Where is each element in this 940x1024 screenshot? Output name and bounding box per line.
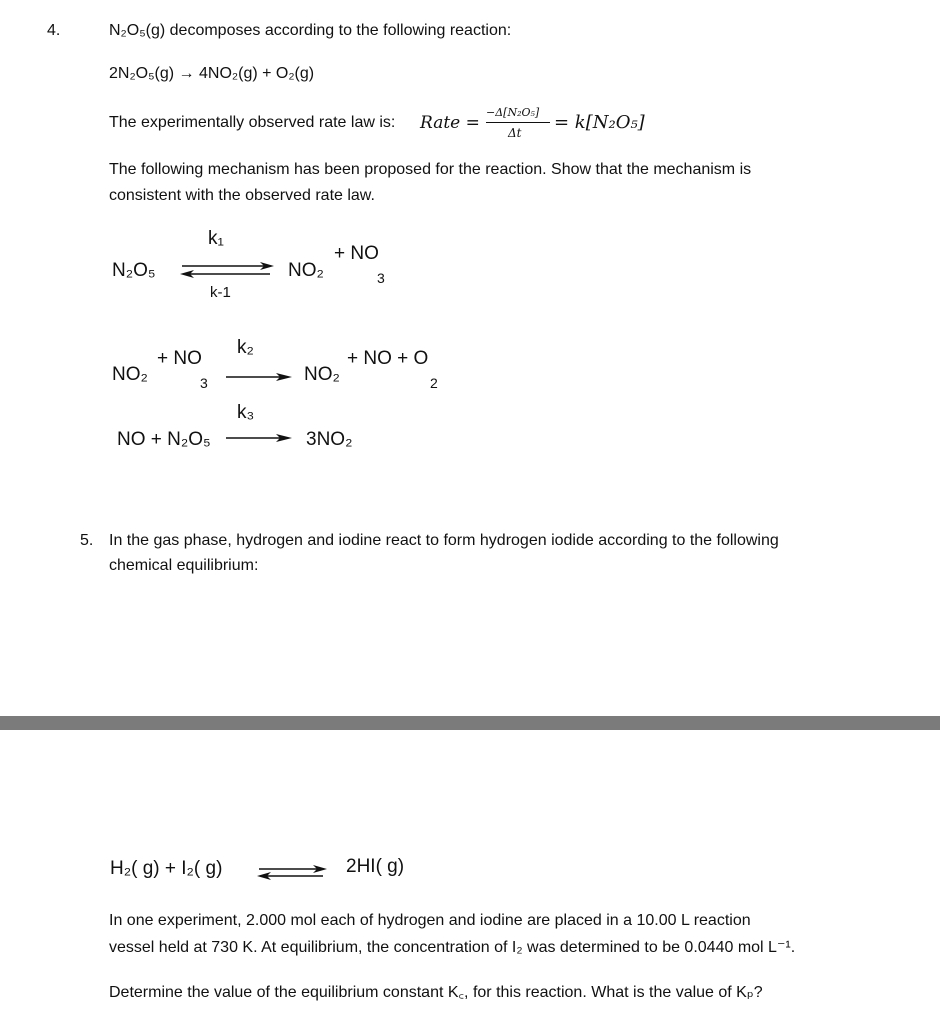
step2-k: k₂ <box>237 337 254 358</box>
rate-law-label: The experimentally observed rate law is: <box>109 114 396 131</box>
step3-reactants: NO + N₂O₅ <box>117 429 211 450</box>
step2-product: NO₂ <box>304 364 340 385</box>
determine-text: Determine the value of the equilibrium constant K꜀, for this reaction. What is the value of Kₚ? <box>109 984 763 1001</box>
equilibrium-left: H₂( g) + I₂( g) <box>110 858 223 879</box>
step3-k: k₃ <box>237 402 255 423</box>
step1-plus-subscript: 3 <box>377 270 385 286</box>
question-5-number: 5. <box>80 532 94 549</box>
question-5-line-1: In the gas phase, hydrogen and iodine react to form hydrogen iodide according to the following <box>109 532 779 549</box>
question-5-line-2: chemical equilibrium: <box>109 557 259 574</box>
step2-reactant: NO₂ <box>112 364 148 385</box>
step1-plus: + NO <box>334 243 379 264</box>
experiment-text-line-1: In one experiment, 2.000 mol each of hydrogen and iodine are placed in a 10.00 L reaction <box>109 912 751 929</box>
page-separator <box>0 716 940 730</box>
step3-product: 3NO₂ <box>306 429 353 450</box>
rate-fraction-numerator: −Δ[N₂O₅] <box>486 106 540 119</box>
step1-product: NO₂ <box>288 260 324 281</box>
forward-arrow-icon <box>226 372 292 382</box>
forward-arrow-icon <box>226 433 292 443</box>
step1-k-reverse: k-1 <box>210 284 231 301</box>
rate-word: Rate = <box>420 113 480 133</box>
mechanism-text-line-2: consistent with the observed rate law. <box>109 187 375 204</box>
equilibrium-arrow-icon <box>180 260 276 284</box>
step2-plus: + NO <box>157 348 202 369</box>
equilibrium-arrow-icon <box>257 864 329 884</box>
step2-plus-subscript: 3 <box>200 375 208 391</box>
question-4-intro: N₂O₅(g) decomposes according to the following reaction: <box>109 22 512 39</box>
rate-fraction-denominator: Δt <box>508 126 522 140</box>
step2-right-plus-subscript: 2 <box>430 375 438 391</box>
step1-k-forward: k₁ <box>208 228 224 249</box>
step1-reactant: N₂O₅ <box>112 260 156 281</box>
rate-rhs: = k[N₂O₅] <box>554 112 645 133</box>
equilibrium-right: 2HI( g) <box>346 856 405 877</box>
question-4-number: 4. <box>47 22 61 39</box>
step2-right-plus: + NO + O <box>347 348 429 369</box>
mechanism-text-line-1: The following mechanism has been proposed for the reaction. Show that the mechanism is <box>109 161 752 178</box>
experiment-text-line-2: vessel held at 730 K. At equilibrium, the concentration of I₂ was determined to be 0.0440 mol L⁻¹. <box>109 939 796 956</box>
fraction-bar <box>486 122 550 123</box>
overall-reaction: 2N₂O₅(g) → 4NO₂(g) + O₂(g) <box>109 65 315 82</box>
